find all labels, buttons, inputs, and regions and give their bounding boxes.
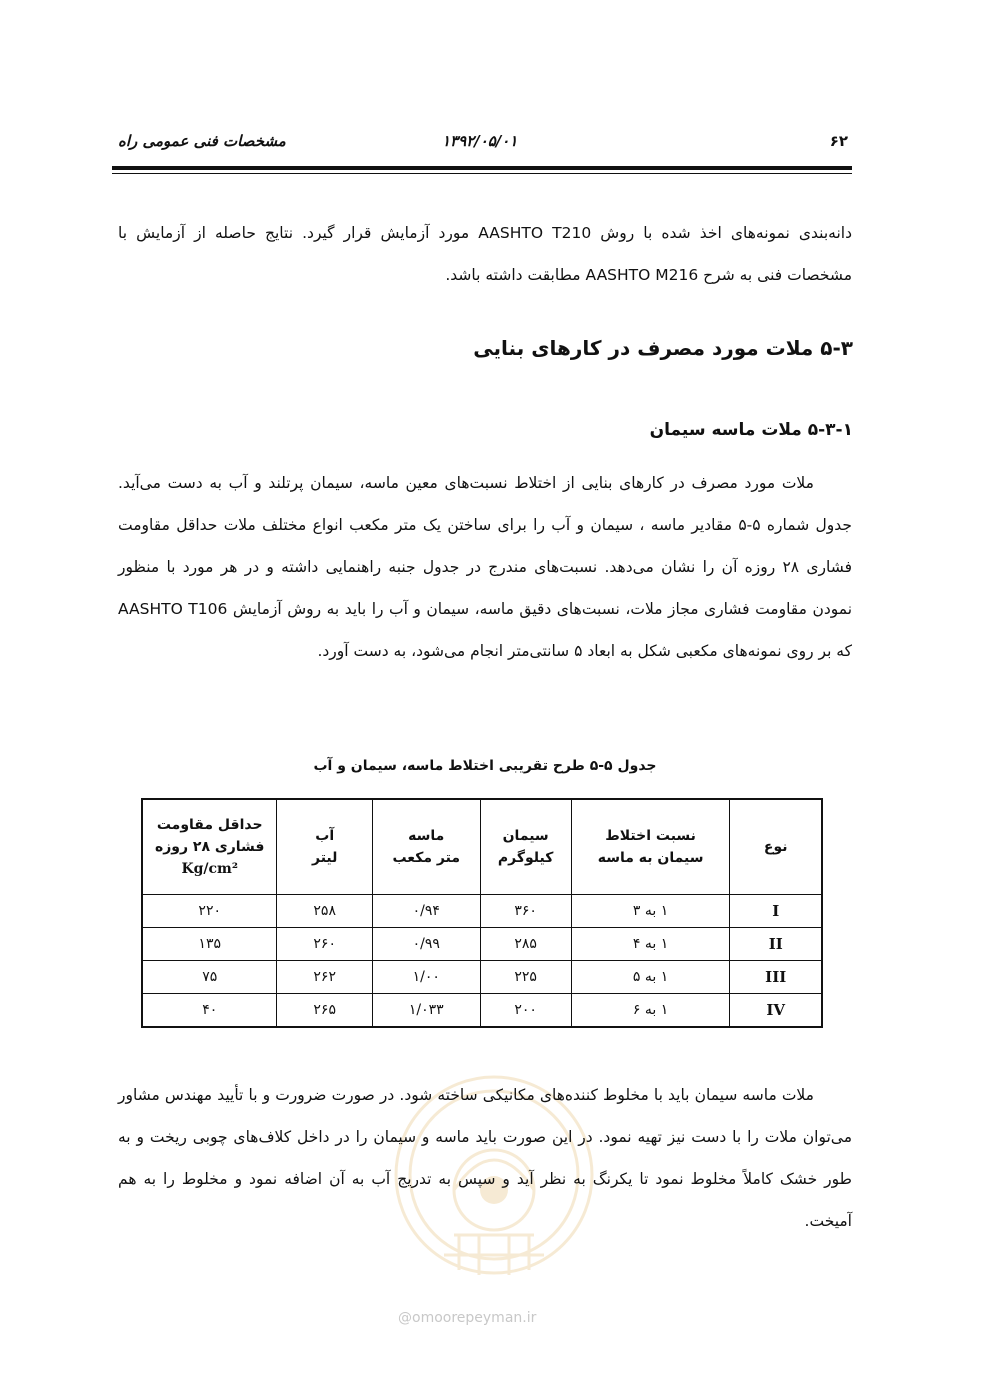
table-header-row [142,799,822,895]
page-number: ۶۲ [829,132,848,150]
cell-strength: ۲۲۰ [142,895,277,928]
mix-design-table [141,798,823,1028]
cell-cement: ۲۰۰ [480,994,571,1028]
header-ratio-line2: سیمان به ماسه [597,850,704,866]
cell-water: ۲۵۸ [277,895,373,928]
cell-type: III [730,961,822,994]
cell-type: IV [730,994,822,1028]
cell-sand: ۱/۰۰ [372,961,480,994]
cell-type: II [730,928,822,961]
header-ratio-line1: نسبت اختلاط [605,828,696,844]
cell-strength: ۷۵ [142,961,277,994]
table-row [142,895,822,928]
cell-sand: ۱/۰۳۳ [372,994,480,1028]
cell-cement: ۲۲۵ [480,961,571,994]
table-caption: جدول ۵-۵ طرح تقریبی اختلاط ماسه، سیمان و آب [313,758,657,774]
table-row [142,961,822,994]
header-cement-line2: کیلوگرم [497,850,554,866]
section-title: ۵-۳ ملات مورد مصرف در کارهای بنایی [473,336,853,360]
header-strength [142,799,277,895]
table-row [142,994,822,1028]
header-water-line1: آب [315,828,335,844]
cell-ratio: ۱ به ۶ [571,994,730,1028]
body-paragraph-mixing: ملات ماسه سیمان باید با مخلوط کننده‌های مکانیکی ساخته شود. در صورت ضرورت و با تأیید مهندس مشاور می‌توان ملات را با دست نیز تهیه نمود. در این صورت باید ماسه و سیمان را در داخل کلاف‌های چوبی ریخت و به طور خشک کاملاً مخلوط نمود تا یکرنگ به نظر آید و سپس به تدریج آب به آن اضافه نمود و مخلوط را به هم آمیخت. [118,1086,852,1230]
table-row [142,928,822,961]
intro-paragraph: دانه‌بندی نمونه‌های اخذ شده با روش AASHTO T210 مورد آزمایش قرار گیرد. نتایج حاصله از آزمایش با مشخصات فنی به شرح AASHTO M216 مطابقت داشته باشد. [118,224,852,284]
header-ratio [571,799,730,895]
cell-water: ۲۶۰ [277,928,373,961]
header-strength-line1: حداقل مقاومت [156,817,263,833]
header-type-label: نوع [763,839,788,855]
cell-water: ۲۶۲ [277,961,373,994]
cell-ratio: ۱ به ۴ [571,928,730,961]
header-cement-line1: سیمان [502,828,549,844]
cell-ratio: ۱ به ۵ [571,961,730,994]
header-sand-line1: ماسه [408,828,445,844]
header-sand [372,799,480,895]
cell-cement: ۲۸۵ [480,928,571,961]
header-water-line2: لیتر [311,850,338,866]
header-water [277,799,373,895]
cell-ratio: ۱ به ۳ [571,895,730,928]
header-date: ۱۳۹۲/۰۵/۰۱ [442,132,518,150]
header-rule-thin [112,173,852,174]
header-strength-line2: فشاری ۲۸ روزه [154,839,265,855]
cell-water: ۲۶۵ [277,994,373,1028]
cell-cement: ۳۶۰ [480,895,571,928]
body-paragraph-mortar: ملات مورد مصرف در کارهای بنایی از اختلاط نسبت‌های معین ماسه، سیمان پرتلند و آب به دست می‌آید. جدول شماره ۵-۵ مقادیر ماسه ، سیمان و آب را برای ساختن یک متر مکعب انواع مختلف ملات حداقل مقاومت فشاری ۲۸ روزه آن را نشان می‌دهد. نسبت‌های مندرج در جدول جنبه راهنمایی داشته و در هر مورد با منظور نمودن مقاومت فشاری مجاز ملات، نسبت‌های دقیق ماسه، سیمان و آب را باید به روش آزمایش AASHTO T106 که بر روی نمونه‌های مکعبی شکل به ابعاد ۵ سانتی‌متر انجام می‌شود، به دست آورد. [118,474,853,660]
cell-strength: ۴۰ [142,994,277,1028]
header-type [730,799,822,895]
cell-type: I [730,895,822,928]
watermark-text: @omoorepeyman.ir [398,1310,537,1326]
subsection-title: ۵-۳-۱ ملات ماسه سیمان [649,420,853,440]
cell-strength: ۱۳۵ [142,928,277,961]
cell-sand: ۰/۹۴ [372,895,480,928]
page-header [112,128,852,164]
header-cement [480,799,571,895]
header-strength-unit: Kg/cm² [181,861,238,877]
cell-sand: ۰/۹۹ [372,928,480,961]
header-rule-thick [112,166,852,170]
header-sand-line2: متر مکعب [392,850,460,866]
header-title: مشخصات فنی عمومی راه [118,132,286,150]
